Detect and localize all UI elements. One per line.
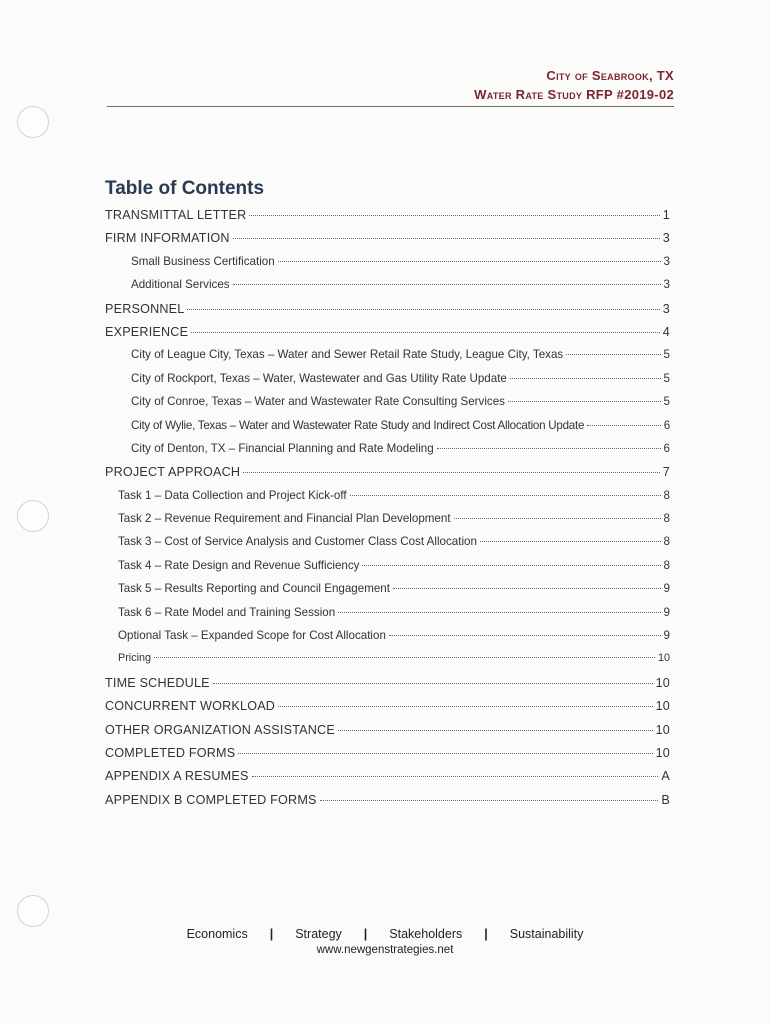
- toc-entry[interactable]: [105, 652, 670, 675]
- toc-leader: [278, 706, 652, 707]
- toc-entry-page: 7: [662, 465, 670, 480]
- toc-leader: [587, 425, 661, 426]
- toc-entry-label: EXPERIENCE: [105, 324, 189, 339]
- footer-url[interactable]: www.newgenstrategies.net: [316, 944, 454, 956]
- toc-entry-page: 8: [663, 558, 670, 572]
- toc-entry-page: 4: [662, 324, 670, 339]
- toc-entry[interactable]: [105, 208, 670, 231]
- toc-leader: [249, 215, 659, 216]
- toc-entry-page: 8: [663, 512, 670, 526]
- toc-entry-label: CONCURRENT WORKLOAD: [105, 699, 276, 714]
- toc-entry-page: 3: [662, 301, 670, 316]
- toc-entry-label: City of Rockport, Texas – Water, Wastewater and Gas Utility Rate Update: [131, 371, 507, 385]
- toc-leader: [320, 800, 659, 801]
- toc-entry-label: Task 5 – Results Reporting and Council Engagement: [118, 582, 390, 596]
- toc-entry[interactable]: [105, 582, 670, 605]
- footer-separator: |: [484, 927, 488, 941]
- toc-leader: [238, 753, 652, 754]
- toc-entry-page: 9: [663, 629, 670, 643]
- toc-entry-page: 5: [663, 348, 670, 362]
- header-divider: [107, 106, 674, 107]
- punch-hole-middle: [17, 500, 49, 532]
- toc-leader: [508, 401, 661, 402]
- header-city: City of Seabrook, TX: [546, 68, 674, 83]
- toc-entry[interactable]: [105, 559, 670, 582]
- toc-entry-page: 10: [655, 745, 670, 760]
- toc-entry-page: 10: [655, 675, 670, 690]
- toc-entry-label: City of Wylie, Texas – Water and Wastewater Rate Study and Indirect Cost Allocation Update: [131, 418, 585, 432]
- toc-entry-label: COMPLETED FORMS: [105, 745, 236, 760]
- toc-entry-label: Task 6 – Rate Model and Training Session: [118, 605, 336, 619]
- toc-entry-page: 3: [662, 231, 670, 246]
- toc-leader: [338, 612, 660, 613]
- toc-entry[interactable]: [105, 442, 670, 465]
- toc-entry[interactable]: [105, 746, 670, 769]
- footer-separator: |: [269, 927, 274, 941]
- toc-leader: [566, 354, 660, 355]
- toc-entry-label: PROJECT APPROACH: [105, 465, 241, 480]
- header-rfp: Water Rate Study RFP #2019-02: [474, 87, 674, 102]
- toc-entry-label: FIRM INFORMATION: [105, 231, 230, 246]
- toc-entry[interactable]: [105, 793, 670, 816]
- toc-entry-label: City of League City, Texas – Water and Sewer Retail Rate Study, League City, Texas: [131, 348, 564, 362]
- toc-leader: [154, 657, 655, 658]
- footer-tagline: [0, 927, 770, 941]
- toc-entry[interactable]: [105, 465, 670, 488]
- toc-entry[interactable]: [105, 255, 670, 278]
- toc-entry-label: TIME SCHEDULE: [105, 675, 210, 690]
- toc-entry-label: Task 1 – Data Collection and Project Kick-off: [118, 488, 347, 502]
- toc-entry[interactable]: [105, 231, 670, 254]
- toc-leader: [187, 309, 659, 310]
- toc-entry-label: OTHER ORGANIZATION ASSISTANCE: [105, 722, 335, 737]
- toc-leader: [350, 495, 661, 496]
- toc-entry[interactable]: [105, 395, 670, 418]
- toc-entry[interactable]: [105, 512, 670, 535]
- toc-entry-page: 9: [663, 605, 670, 619]
- toc-entry[interactable]: [105, 676, 670, 699]
- toc-entry[interactable]: [105, 769, 670, 792]
- footer-item-economics: Economics: [186, 927, 248, 941]
- toc-leader: [389, 635, 661, 636]
- toc-entry[interactable]: [105, 278, 670, 301]
- toc-entry[interactable]: [105, 372, 670, 395]
- toc-entry[interactable]: [105, 348, 670, 371]
- page-footer: [0, 927, 770, 956]
- toc-entry-page: 10: [657, 652, 670, 665]
- toc-leader: [362, 565, 660, 566]
- toc-leader: [437, 448, 661, 449]
- toc-entry-page: A: [661, 769, 670, 784]
- table-of-contents: [105, 208, 670, 816]
- punch-hole-bottom: [17, 895, 49, 927]
- footer-item-sustainability: Sustainability: [509, 927, 584, 941]
- toc-entry-page: 10: [655, 722, 670, 737]
- toc-leader: [480, 541, 661, 542]
- toc-entry[interactable]: [105, 629, 670, 652]
- toc-leader: [233, 284, 661, 285]
- toc-entry-page: 9: [663, 582, 670, 596]
- toc-leader: [191, 332, 660, 333]
- toc-leader: [454, 518, 661, 519]
- toc-entry-label: Small Business Certification: [131, 254, 275, 268]
- toc-entry[interactable]: [105, 419, 670, 442]
- toc-entry-page: 10: [655, 699, 670, 714]
- toc-entry-label: Optional Task – Expanded Scope for Cost Allocation: [118, 629, 386, 643]
- toc-entry-page: 5: [663, 371, 670, 385]
- toc-entry-label: TRANSMITTAL LETTER: [105, 208, 247, 222]
- toc-entry-label: City of Conroe, Texas – Water and Wastewater Rate Consulting Services: [131, 395, 505, 409]
- toc-entry[interactable]: [105, 325, 670, 348]
- toc-entry[interactable]: [105, 489, 670, 512]
- toc-entry[interactable]: [105, 535, 670, 558]
- toc-entry-label: APPENDIX A RESUMES: [105, 769, 249, 784]
- footer-item-strategy: Strategy: [295, 927, 342, 941]
- toc-entry-page: 1: [662, 208, 670, 222]
- toc-entry-page: 8: [663, 488, 670, 502]
- toc-entry[interactable]: [105, 699, 670, 722]
- toc-entry[interactable]: [105, 723, 670, 746]
- footer-separator: |: [363, 927, 368, 941]
- toc-entry-label: APPENDIX B COMPLETED FORMS: [105, 792, 317, 807]
- toc-entry-label: Task 3 – Cost of Service Analysis and Customer Class Cost Allocation: [118, 535, 477, 549]
- toc-leader: [243, 472, 660, 473]
- toc-entry-label: PERSONNEL: [105, 301, 185, 316]
- toc-entry-page: 3: [663, 254, 670, 268]
- page-header: [474, 66, 674, 104]
- toc-entry-page: B: [661, 792, 670, 807]
- page-title: Table of Contents: [105, 178, 265, 199]
- toc-entry[interactable]: [105, 606, 670, 629]
- punch-hole-top: [17, 106, 49, 138]
- toc-leader: [252, 776, 659, 777]
- toc-leader: [213, 683, 653, 684]
- toc-entry-page: 8: [663, 535, 670, 549]
- toc-entry-label: Additional Services: [131, 278, 230, 292]
- toc-entry-label: Task 4 – Rate Design and Revenue Sufficiency: [118, 558, 360, 572]
- footer-item-stakeholders: Stakeholders: [389, 927, 463, 941]
- toc-entry-label: Pricing: [118, 652, 152, 665]
- toc-leader: [510, 378, 661, 379]
- toc-leader: [338, 730, 653, 731]
- toc-leader: [233, 238, 660, 239]
- toc-entry-label: City of Denton, TX – Financial Planning and Rate Modeling: [131, 441, 434, 455]
- toc-entry-label: Task 2 – Revenue Requirement and Financial Plan Development: [118, 512, 451, 526]
- toc-entry-page: 6: [663, 441, 670, 455]
- toc-entry-page: 3: [663, 278, 670, 292]
- toc-entry-page: 5: [663, 395, 670, 409]
- toc-leader: [393, 588, 661, 589]
- toc-leader: [278, 261, 661, 262]
- toc-entry[interactable]: [105, 302, 670, 325]
- toc-entry-page: 6: [663, 418, 670, 432]
